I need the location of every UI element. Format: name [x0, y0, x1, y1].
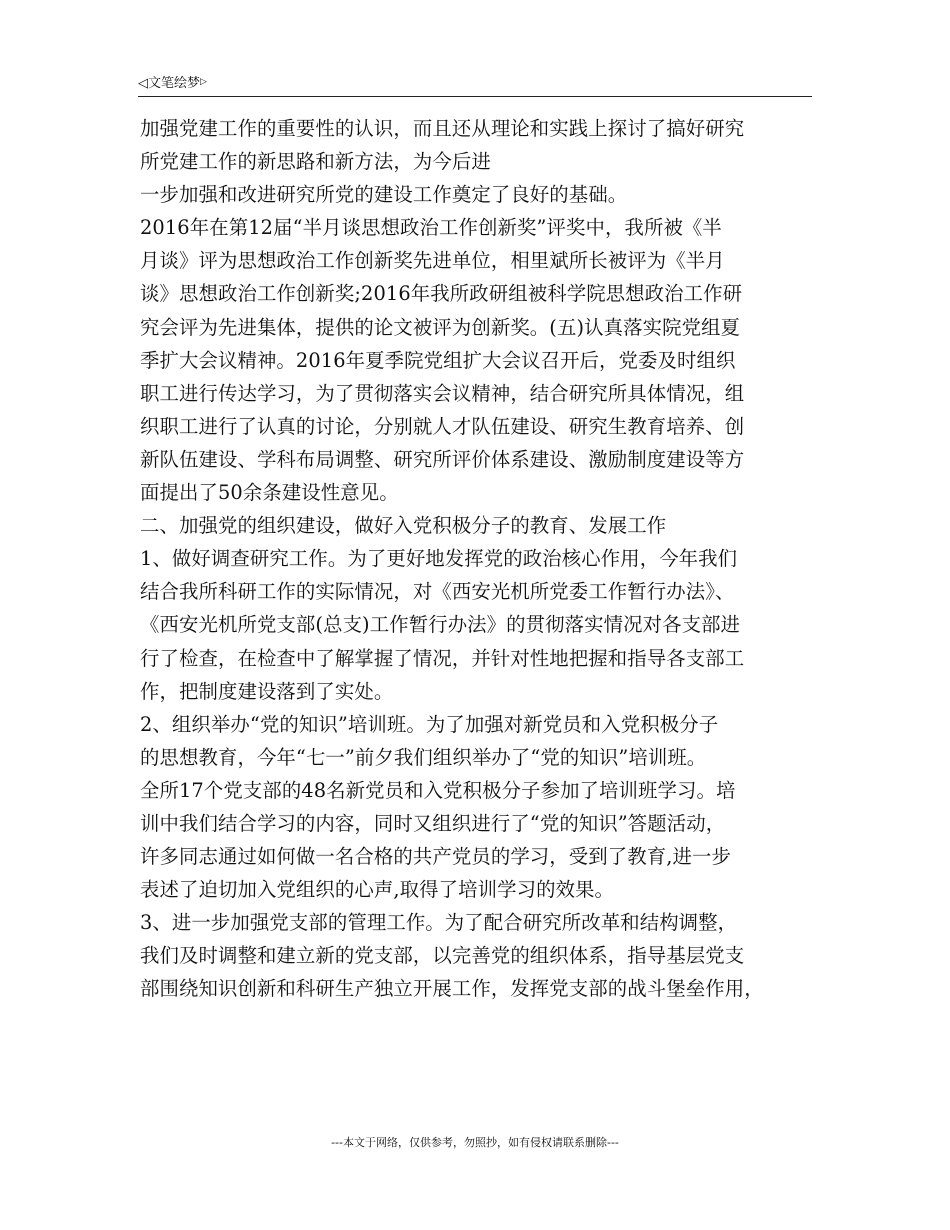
text-line: 加强党建工作的重要性的认识，而且还从理论和实践上探讨了搞好研究: [140, 117, 745, 140]
page-footer: ---本文于网络，仅供参考，勿照抄，如有侵权请联系删除---: [331, 1136, 619, 1149]
text-line: 全所17个党支部的48名新党员和入党积极分子参加了培训班学习。培: [140, 778, 736, 802]
text-line: 许多同志通过如何做一名合格的共产党员的学习，受到了教育,进一步: [140, 845, 731, 869]
text-line: 行了检查，在检查中了解掌握了情况，并针对性地把握和指导各支部工: [140, 646, 745, 670]
text-line: 织职工进行了认真的讨论，分别就人才队伍建设、研究生教育培养、创: [140, 414, 745, 438]
text-line: 《西安光机所党支部(总支)工作暂行办法》的贯彻落实情况对各支部进: [140, 613, 741, 637]
text-line: 部围绕知识创新和科研生产独立开展工作，发挥党支部的战斗堡垒作用，: [140, 977, 764, 1001]
text-line: 2、组织举办“党的知识”培训班。为了加强对新党员和入党积极分子: [140, 712, 719, 736]
text-line: 2016年在第12届“半月谈思想政治工作创新奖”评奖中，我所被《半: [140, 216, 722, 240]
page-header: [138, 72, 812, 97]
text-line: 我们及时调整和建立新的党支部，以完善党的组织体系，指导基层党支: [140, 944, 745, 968]
text-line: 究会评为先进集体，提供的论文被评为创新奖。(五)认真落实院党组夏: [140, 315, 741, 339]
text-line: 结合我所科研工作的实际情况，对《西安光机所党委工作暂行办法》、: [140, 580, 735, 604]
text-line: 1、做好调查研究工作。为了更好地发挥党的政治核心作用，今年我们: [140, 547, 738, 571]
header-title: 文笔绘梦: [148, 76, 201, 91]
text-line: 一步加强和改进研究所党的建设工作奠定了良好的基础。: [140, 183, 628, 207]
document-body: [140, 112, 820, 1006]
text-line: 新队伍建设、学科布局调整、研究所评价体系建设、激励制度建设等方: [140, 447, 745, 471]
text-line: 面提出了50余条建设性意见。: [140, 481, 399, 505]
text-line: 季扩大会议精神。2016年夏季院党组扩大会议召开后，党委及时组织: [140, 348, 736, 372]
left-triangle-icon: ◁: [138, 76, 148, 91]
section-heading: 二、加强党的组织建设，做好入党积极分子的教育、发展工作: [140, 514, 667, 538]
text-line: 所党建工作的新思路和新方法，为今后进: [140, 150, 491, 174]
text-line: 3、进一步加强党支部的管理工作。为了配合研究所改革和结构调整，: [140, 911, 738, 935]
text-line: 谈》思想政治工作创新奖;2016年我所政研组被科学院思想政治工作研: [140, 282, 743, 306]
text-line: 训中我们结合学习的内容，同时又组织进行了“党的知识”答题活动，: [140, 811, 726, 835]
text-line: 作，把制度建设落到了实处。: [140, 679, 394, 703]
right-triangle-icon: ▷: [200, 77, 207, 87]
text-line: 表述了迫切加入党组织的心声,取得了培训学习的效果。: [140, 878, 615, 902]
text-line: 的思想教育，今年“七一”前夕我们组织举办了“党的知识”培训班。: [140, 745, 707, 769]
text-line: 月谈》评为思想政治工作创新奖先进单位，相里斌所长被评为《半月: [140, 249, 725, 273]
text-line: 职工进行传达学习，为了贯彻落实会议精神，结合研究所具体情况，组: [140, 381, 745, 405]
